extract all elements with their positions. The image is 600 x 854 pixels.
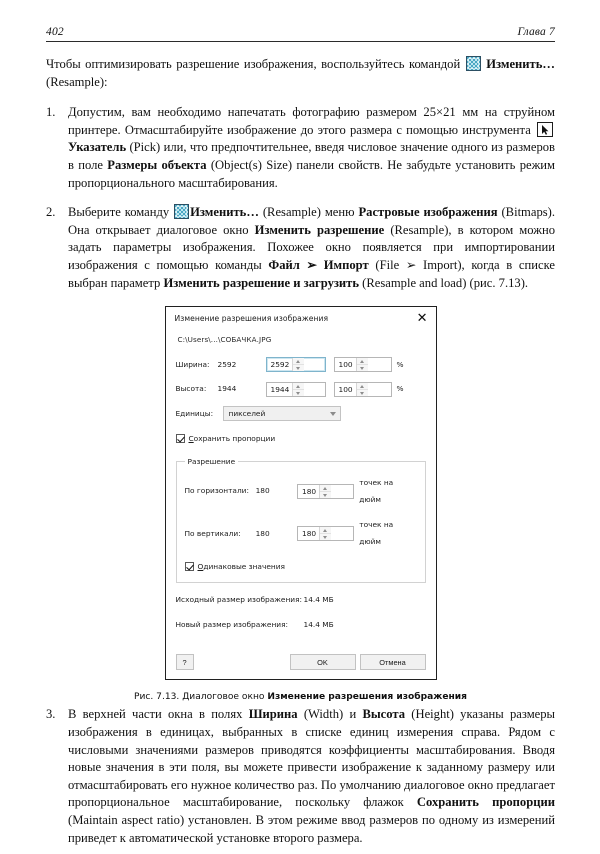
height-original-value: 1944: [217, 384, 237, 394]
new-size-row: [176, 616, 426, 634]
height-percent-stepper-up[interactable]: [357, 383, 368, 390]
step3-bold-d: Высота: [362, 707, 406, 722]
units-select[interactable]: [223, 406, 341, 421]
step1-text-e: (Object(s) Size) панели свойств. Не забудьте установить режим пропорционального масштабирования.: [68, 157, 555, 190]
vertical-resolution-stepper-up[interactable]: [320, 527, 331, 534]
cancel-button[interactable]: Отмена: [360, 654, 426, 670]
body-text: [46, 56, 555, 847]
dialog-footer: [166, 650, 436, 679]
ok-button[interactable]: OK: [290, 654, 356, 670]
width-stepper[interactable]: [292, 358, 304, 371]
dialog-body: [166, 326, 436, 650]
list-item-number: 3.: [46, 707, 56, 722]
vertical-resolution-unit: точек на дюйм: [359, 519, 394, 547]
step2-text-i: (File ➢ Import), когда в списке выбран параметр: [68, 257, 555, 290]
height-percent-value: 100: [338, 384, 353, 394]
original-size-row: [176, 591, 426, 609]
resolution-group: [176, 453, 426, 583]
close-icon[interactable]: ✕: [416, 311, 428, 327]
step2-text-k: (Resample and load) (рис. 7.13).: [359, 275, 529, 290]
height-percent-unit: %: [396, 384, 404, 394]
height-row: [176, 380, 426, 398]
identical-values-label: [198, 558, 285, 576]
original-size-value: 14.4 МБ: [303, 594, 334, 604]
step2-text-a: Выберите команду: [68, 205, 174, 220]
height-stepper-down[interactable]: [293, 390, 304, 396]
horizontal-resolution-stepper[interactable]: [319, 485, 331, 498]
units-row: [176, 405, 426, 423]
steps-list-continued: [46, 706, 555, 847]
intro-text-part3: (Resample):: [46, 74, 108, 89]
horizontal-resolution-original: 180: [255, 486, 270, 496]
list-item: [46, 204, 555, 292]
step3-text-e: (Height) указаны размеры изображения в единицах, выбранных в списке единиц измерения справа. Рядом с числовыми значениями размеров приводятся коэффициенты масштабирования. Вводя новые значения в эти поля, вы можете привести изображение к заданному размеру или отмасштабировать его нужное количество раз. По умолчанию диалоговое окно предлагает пропорциональное масштабирование, поскольку флажок: [68, 707, 556, 810]
dialog-titlebar: [166, 307, 436, 326]
height-input-value: 1944: [270, 384, 290, 394]
width-row: [176, 356, 426, 374]
resample-bitmap-icon: [466, 56, 481, 71]
horizontal-resolution-unit: точек на дюйм: [359, 477, 394, 505]
step1-bold-d: Размеры объекта: [107, 157, 207, 172]
step1-bold-b: Указатель: [68, 140, 127, 155]
height-label: Высота:: [175, 384, 207, 394]
width-stepper-up[interactable]: [293, 358, 304, 365]
width-percent-value: 100: [338, 360, 353, 370]
list-item-number: 1.: [46, 105, 56, 120]
figure-caption-prefix: Рис. 7.13. Диалоговое окно: [133, 691, 268, 702]
resolution-group-legend: Разрешение: [187, 457, 236, 467]
step3-bold-b: Ширина: [248, 707, 298, 722]
units-select-value: пикселей: [228, 408, 266, 418]
width-percent-stepper-up[interactable]: [357, 358, 368, 365]
width-stepper-down[interactable]: [293, 365, 304, 371]
width-input-value: 2592: [270, 360, 290, 370]
file-path-label: C:\Users\...\СОБАЧКА.JPG: [177, 335, 272, 345]
figure-caption: [46, 689, 555, 707]
checkbox-checked-icon: [185, 562, 194, 571]
resample-dialog: [165, 306, 437, 680]
horizontal-resolution-label: По горизонтали:: [184, 486, 249, 496]
horizontal-resolution-input[interactable]: [297, 484, 354, 499]
step2-text-g: (Resample), в котором можно задать параметры изображения. Похожее окно появляется при импортировании изображения с помощью команды: [68, 222, 555, 272]
width-percent-input[interactable]: [334, 357, 392, 372]
help-button[interactable]: ?: [176, 654, 194, 670]
step3-text-c: (Width) и: [297, 707, 363, 722]
step2-bold-h: Файл ➢ Импорт: [268, 257, 369, 272]
vertical-resolution-row: [185, 516, 417, 551]
identical-values-accesskey: О: [197, 562, 204, 572]
chapter-title: Глава 7: [517, 26, 555, 38]
step3-text-g: (Maintain aspect ratio) установлен. В этом режиме ввод размеров по одному из измерений приведет к автоматической установке второго размера.: [68, 813, 555, 845]
intro-text-part1: Чтобы оптимизировать разрешение изображения, воспользуйтесь командой: [46, 57, 465, 71]
step2-bold-d: Растровые изображения: [358, 205, 498, 220]
chevron-down-icon: [330, 412, 336, 416]
vertical-resolution-stepper[interactable]: [319, 527, 331, 540]
vertical-resolution-input[interactable]: [297, 526, 354, 541]
dialog-title: Изменение разрешения изображения: [174, 314, 329, 324]
step3-bold-f: Сохранить пропорции: [416, 795, 555, 810]
height-percent-stepper[interactable]: [356, 383, 368, 396]
vertical-resolution-label: По вертикали:: [184, 528, 241, 538]
height-percent-input[interactable]: [334, 382, 392, 397]
width-input[interactable]: [266, 357, 326, 372]
pick-tool-icon: [537, 122, 553, 137]
horizontal-resolution-row: [185, 474, 417, 509]
step1-text-c: (Pick) или, что предпочтительнее, введя числовое значение одного из размеров в поле: [68, 140, 555, 172]
intro-paragraph: [46, 56, 555, 91]
list-item-number: 2.: [46, 205, 56, 220]
height-stepper[interactable]: [292, 383, 304, 396]
height-input[interactable]: [266, 382, 326, 397]
steps-list: [46, 104, 555, 292]
maintain-aspect-ratio-label: [189, 430, 276, 448]
figure-7-13: [46, 306, 555, 706]
list-item: [46, 706, 555, 847]
width-original-value: 2592: [217, 359, 237, 369]
identical-values-checkbox[interactable]: [185, 558, 417, 576]
checkbox-checked-icon: [176, 434, 185, 443]
maintain-aspect-rest: охранить пропорции: [193, 433, 276, 443]
new-size-label: Новый размер изображения:: [175, 620, 289, 630]
step2-text-c: (Resample) меню: [258, 205, 359, 220]
step2-bold-f: Изменить разрешение: [254, 222, 385, 237]
horizontal-resolution-stepper-down[interactable]: [320, 492, 331, 498]
width-percent-stepper-down[interactable]: [357, 365, 368, 371]
horizontal-resolution-value: 180: [302, 486, 317, 496]
step3-text-a: В верхней части окна в полях: [68, 707, 249, 722]
height-percent-stepper-down[interactable]: [357, 390, 368, 396]
new-size-value: 14.4 МБ: [303, 620, 334, 630]
vertical-resolution-value: 180: [302, 528, 317, 538]
vertical-resolution-original: 180: [255, 528, 270, 538]
maintain-aspect-accesskey: С: [188, 433, 194, 443]
step2-text-e: (Bitmaps). Она открывает диалоговое окно: [68, 205, 555, 237]
step2-bold-b: Изменить…: [190, 205, 259, 220]
list-item: [46, 104, 555, 192]
units-label: Единицы:: [175, 408, 214, 418]
figure-caption-bold: Изменение разрешения изображения: [267, 691, 467, 702]
width-percent-stepper[interactable]: [356, 358, 368, 371]
horizontal-resolution-stepper-up[interactable]: [320, 485, 331, 492]
identical-values-rest: динаковые значения: [203, 562, 285, 572]
dialog-button-group: [290, 654, 426, 670]
height-stepper-up[interactable]: [293, 383, 304, 390]
step1-text-a: Допустим, вам необходимо напечатать фотографию размером 25×21 мм на струйном принтере. Отмасштабируйте изображение до этого размера с помощью инструмента: [68, 105, 555, 137]
vertical-resolution-stepper-down[interactable]: [320, 534, 331, 540]
width-label: Ширина:: [175, 359, 210, 369]
width-percent-unit: %: [396, 359, 404, 369]
original-size-label: Исходный размер изображения:: [175, 594, 303, 604]
maintain-aspect-ratio-checkbox[interactable]: [176, 430, 426, 448]
page-number: 402: [46, 26, 64, 38]
running-head: [46, 26, 555, 42]
resample-bitmap-icon: [174, 204, 189, 219]
step2-bold-j: Изменить разрешение и загрузить: [163, 275, 360, 290]
intro-bold-command: Изменить…: [486, 57, 555, 71]
